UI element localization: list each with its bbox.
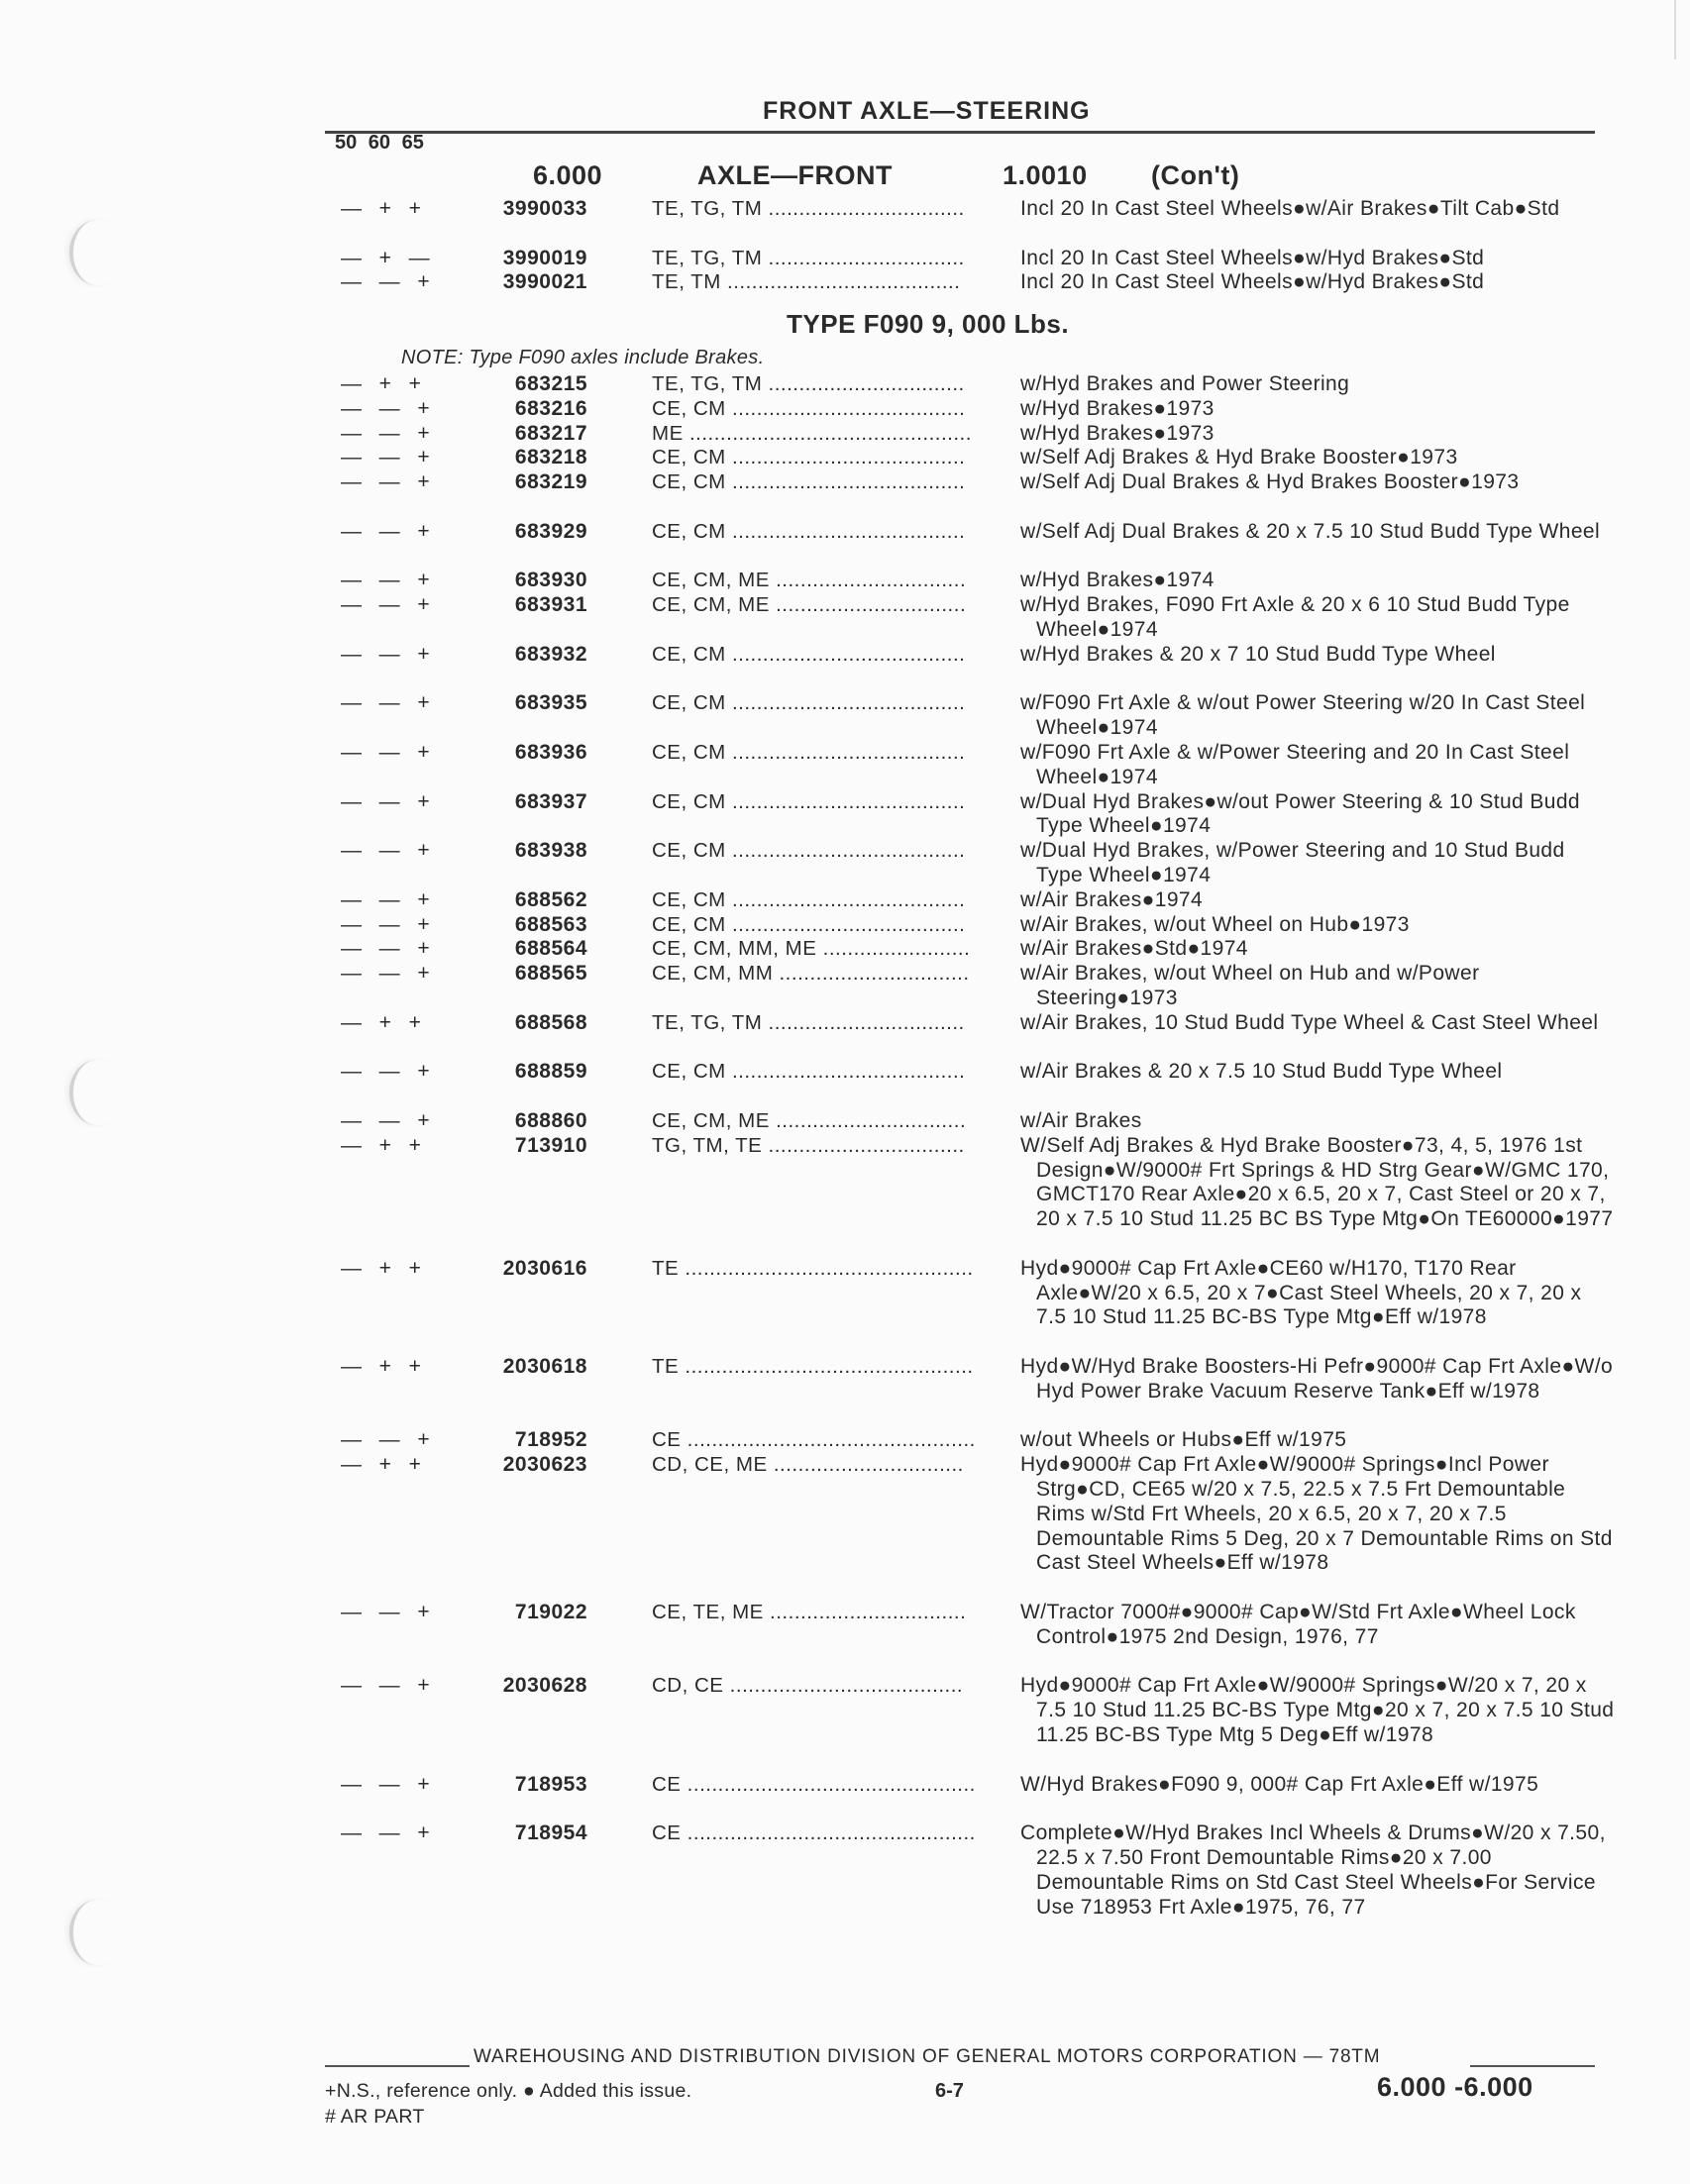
part-description: Incl 20 In Cast Steel Wheels●w/Air Brakes●Tilt Cab●Std (1020, 197, 1560, 220)
punch-hole (69, 1900, 125, 1965)
part-number: 683936 (514, 741, 587, 764)
model-codes: CE, CM ...................................... (652, 519, 966, 543)
column-years: 50 60 65 (335, 132, 424, 154)
type-heading: TYPE F090 9, 000 Lbs. (787, 309, 1070, 339)
part-number: 683938 (514, 839, 587, 863)
part-description: Hyd●9000# Cap Frt Axle●W/9000# Springs●Incl Power Strg●CD, CE65 w/20 x 7.5, 22.5 x 7.5 Frt Demountable Rims w/Std Frt Wheels, 20 x 6.5, 20 x 7, 20 x 7.5 Demountable Rims 5 Deg, 20 x 7 Demountable Rims on Std Cast Steel Wheels●Eff w/1978 (1020, 1453, 1613, 1575)
part-description: w/Air Brakes●1974 (1020, 887, 1204, 911)
model-codes: TE, TG, TM ................................ (652, 372, 965, 395)
model-codes: CE, CM, ME ............................... (652, 1109, 967, 1132)
footer-rule-left (325, 2065, 470, 2067)
part-description: w/Self Adj Dual Brakes & Hyd Brakes Booster●1973 (1020, 470, 1520, 494)
model-codes: CE, CM ...................................... (652, 887, 966, 911)
year-marks: — + + (341, 1453, 423, 1477)
footer-legend (325, 2078, 691, 2130)
footer-rule-right (1470, 2065, 1595, 2067)
model-codes: ME .............................................. (652, 421, 972, 445)
year-marks: — — + (341, 569, 432, 592)
year-marks: — — + (341, 593, 432, 617)
part-description: Incl 20 In Cast Steel Wheels●w/Hyd Brakes●Std (1020, 270, 1485, 294)
model-codes: CE ............................................... (652, 1428, 976, 1452)
part-number: 3990033 (502, 197, 587, 220)
part-number: 683219 (514, 470, 587, 494)
model-codes: CE, CM ...................................... (652, 1060, 966, 1084)
punch-hole (69, 1060, 125, 1125)
part-number: 683215 (514, 372, 587, 395)
model-codes: CE, CM ...................................... (652, 839, 966, 863)
part-description: w/out Wheels or Hubs●Eff w/1975 (1020, 1428, 1347, 1452)
part-number: 688562 (514, 887, 587, 911)
page-number: 6-7 (935, 2080, 964, 2102)
year-marks: — + + (341, 372, 423, 395)
part-description: w/Hyd Brakes●1974 (1020, 569, 1215, 592)
section-code: 6.000 (533, 160, 603, 190)
year-marks: — + + (341, 1256, 423, 1280)
part-number: 2030616 (502, 1256, 587, 1280)
part-description: Hyd●9000# Cap Frt Axle●W/9000# Springs●W/20 x 7, 20 x 7.5 10 Stud 11.25 BC-BS Type Mtg●20 x 7, 20 x 7.5 10 Stud 11.25 BC-BS Type Mtg 5 Deg●Eff w/1978 (1020, 1674, 1615, 1746)
page-edge (1674, 0, 1676, 59)
type-note: NOTE: Type F090 axles include Brakes. (401, 347, 765, 368)
part-description: w/Dual Hyd Brakes, w/Power Steering and 10 Stud Budd Type Wheel●1974 (1020, 839, 1565, 886)
part-number: 713910 (514, 1133, 587, 1157)
year-marks: — — + (341, 1674, 432, 1698)
part-number: 683932 (514, 642, 587, 666)
model-codes: TE, TG, TM ................................ (652, 197, 965, 220)
model-codes: CE ............................................... (652, 1772, 976, 1796)
model-codes: TE, TG, TM ................................ (652, 246, 965, 269)
footer-division: WAREHOUSING AND DISTRIBUTION DIVISION OF GENERAL MOTORS CORPORATION — 78TM (474, 2046, 1381, 2067)
part-number: 683930 (514, 569, 587, 592)
year-marks: — — + (341, 1601, 432, 1623)
part-description: w/Air Brakes (1020, 1109, 1142, 1132)
part-description: w/F090 Frt Axle & w/Power Steering and 20 In Cast Steel Wheel●1974 (1020, 741, 1570, 788)
part-number: 719022 (514, 1601, 587, 1623)
model-codes: CD, CE, ME ............................... (652, 1453, 964, 1477)
part-description: w/Air Brakes, w/out Wheel on Hub●1973 (1020, 912, 1410, 936)
year-marks: — — + (341, 912, 432, 936)
part-description: w/Air Brakes & 20 x 7.5 10 Stud Budd Type Wheel (1020, 1060, 1503, 1084)
year-marks: — — + (341, 642, 432, 666)
part-number: 688568 (514, 1010, 587, 1034)
part-description: w/Hyd Brakes●1973 (1020, 396, 1215, 420)
part-description: W/Self Adj Brakes & Hyd Brake Booster●73, 4, 5, 1976 1st Design●W/9000# Frt Springs & HD Strg Gear●W/GMC 170, GMCT170 Rear Axle●20 x 6.5, 20 x 7, Cast Steel or 20 x 7, 20 x 7.5 10 Stud 11.25 BC BS Type Mtg●On TE60000●1977 (1020, 1133, 1614, 1231)
model-codes: CE ............................................... (652, 1821, 976, 1845)
year-marks: — — + (341, 1060, 432, 1084)
model-codes: CE, CM ...................................... (652, 789, 966, 813)
part-description: W/Hyd Brakes●F090 9, 000# Cap Frt Axle●Eff w/1975 (1020, 1772, 1539, 1796)
year-marks: — — + (341, 741, 432, 764)
model-codes: CE, CM, ME ............................... (652, 569, 967, 592)
year-marks: — — + (341, 1428, 432, 1452)
model-codes: CE, CM ...................................... (652, 912, 966, 936)
section-range: 6.000 -6.000 (1377, 2072, 1533, 2102)
year-marks: — — + (341, 470, 432, 494)
part-number: 2030623 (502, 1453, 587, 1477)
part-number: 718952 (514, 1428, 587, 1452)
year-marks: — — + (341, 446, 432, 469)
model-codes: TE ............................................... (652, 1355, 974, 1378)
model-codes: CD, CE ...................................... (652, 1674, 964, 1698)
year-marks: — — + (341, 1109, 432, 1132)
part-number: 688563 (514, 912, 587, 936)
year-marks: — — + (341, 937, 432, 961)
model-codes: CE, CM, MM, ME ........................ (652, 937, 971, 961)
continued-label: (Con't) (1151, 160, 1240, 190)
page-title: FRONT AXLE—STEERING (763, 97, 1091, 125)
part-description: w/Hyd Brakes and Power Steering (1020, 372, 1350, 395)
year-marks: — + + (341, 1133, 423, 1157)
model-codes: CE, CM ...................................... (652, 470, 966, 494)
part-number: 3990019 (502, 246, 587, 269)
model-codes: CE, CM, ME ............................... (652, 593, 967, 617)
part-description: Complete●W/Hyd Brakes Incl Wheels & Drums●W/20 x 7.50, 22.5 x 7.50 Front Demountable Rims●20 x 7.00 Demountable Rims on Std Cast Steel Wheels●For Service Use 718953 Frt Axle●1975, 76, 77 (1020, 1821, 1606, 1919)
legend-line: +N.S., reference only. ● Added this issue. (325, 2080, 692, 2102)
year-marks: — + — (341, 246, 432, 269)
model-codes: CE, CM ...................................... (652, 446, 966, 469)
year-marks: — — + (341, 270, 432, 294)
part-description: w/Dual Hyd Brakes●w/out Power Steering & 10 Stud Budd Type Wheel●1974 (1020, 789, 1580, 838)
year-marks: — + + (341, 1355, 423, 1378)
model-codes: CE, CM ...................................... (652, 741, 966, 764)
part-number: 683217 (514, 421, 587, 445)
year-marks: — — + (341, 396, 432, 420)
part-number: 718954 (514, 1821, 587, 1845)
year-marks: — — + (341, 839, 432, 863)
part-number: 683218 (514, 446, 587, 469)
part-description: W/Tractor 7000#●9000# Cap●W/Std Frt Axle●Wheel Lock Control●1975 2nd Design, 1976, 77 (1020, 1601, 1576, 1648)
header-rule (325, 131, 1595, 134)
model-codes: TE, TG, TM ................................ (652, 1010, 965, 1034)
model-codes: CE, TE, ME ................................ (652, 1601, 967, 1623)
part-description: Hyd●9000# Cap Frt Axle●CE60 w/H170, T170 Rear Axle●W/20 x 6.5, 20 x 7●Cast Steel Wheels, 20 x 7, 20 x 7.5 10 Stud 11.25 BC-BS Type Mtg●Eff w/1978 (1020, 1256, 1582, 1329)
part-description: w/Self Adj Brakes & Hyd Brake Booster●1973 (1020, 446, 1458, 469)
part-number: 683216 (514, 396, 587, 420)
year-marks: — — + (341, 691, 432, 715)
part-number: 688860 (514, 1109, 587, 1132)
part-number: 718953 (514, 1772, 587, 1796)
group-code: 1.0010 (1003, 160, 1088, 190)
model-codes: CE, CM ...................................... (652, 642, 966, 666)
year-marks: — — + (341, 421, 432, 445)
part-description: w/Hyd Brakes, F090 Frt Axle & 20 x 6 10 Stud Budd Type Wheel●1974 (1020, 593, 1570, 641)
part-description: w/Air Brakes●Std●1974 (1020, 937, 1248, 961)
legend-line: # AR PART (325, 2106, 425, 2128)
part-number: 683931 (514, 593, 587, 617)
part-number: 2030628 (502, 1674, 587, 1698)
model-codes: TG, TM, TE ................................ (652, 1133, 965, 1157)
model-codes: CE, CM ...................................... (652, 396, 966, 420)
model-codes: CE, CM ...................................... (652, 691, 966, 715)
part-description: Hyd●W/Hyd Brake Boosters-Hi Pefr●9000# Cap Frt Axle●W/o Hyd Power Brake Vacuum Reserve Tank●Eff w/1978 (1020, 1355, 1614, 1403)
part-number: 683937 (514, 789, 587, 813)
part-description: w/Hyd Brakes & 20 x 7 10 Stud Budd Type Wheel (1020, 642, 1496, 666)
part-number: 688565 (514, 962, 587, 986)
model-codes: TE ............................................... (652, 1256, 974, 1280)
part-number: 683929 (514, 519, 587, 543)
model-codes: TE, TM ...................................... (652, 270, 961, 294)
part-description: w/F090 Frt Axle & w/out Power Steering w/20 In Cast Steel Wheel●1974 (1020, 691, 1586, 740)
part-description: w/Self Adj Dual Brakes & 20 x 7.5 10 Stud Budd Type Wheel (1020, 519, 1601, 543)
year-marks: — — + (341, 519, 432, 543)
year-marks: — + + (341, 1010, 423, 1034)
part-number: 688859 (514, 1060, 587, 1084)
part-number: 3990021 (502, 270, 587, 294)
year-marks: — — + (341, 789, 432, 813)
year-marks: — — + (341, 1772, 432, 1796)
section-name: AXLE—FRONT (697, 160, 893, 190)
part-description: w/Air Brakes, 10 Stud Budd Type Wheel & Cast Steel Wheel (1020, 1010, 1599, 1034)
part-description: w/Hyd Brakes●1973 (1020, 421, 1215, 445)
model-codes: CE, CM, MM ............................... (652, 962, 970, 986)
year-marks: — — + (341, 962, 432, 986)
year-marks: — — + (341, 887, 432, 911)
year-marks: — — + (341, 1821, 432, 1845)
year-marks: — + + (341, 197, 423, 220)
punch-hole (69, 220, 125, 285)
part-number: 2030618 (502, 1355, 587, 1378)
part-description: w/Air Brakes, w/out Wheel on Hub and w/Power Steering●1973 (1020, 962, 1480, 1009)
part-description: Incl 20 In Cast Steel Wheels●w/Hyd Brakes●Std (1020, 246, 1485, 269)
part-number: 683935 (514, 691, 587, 715)
part-number: 688564 (514, 937, 587, 961)
